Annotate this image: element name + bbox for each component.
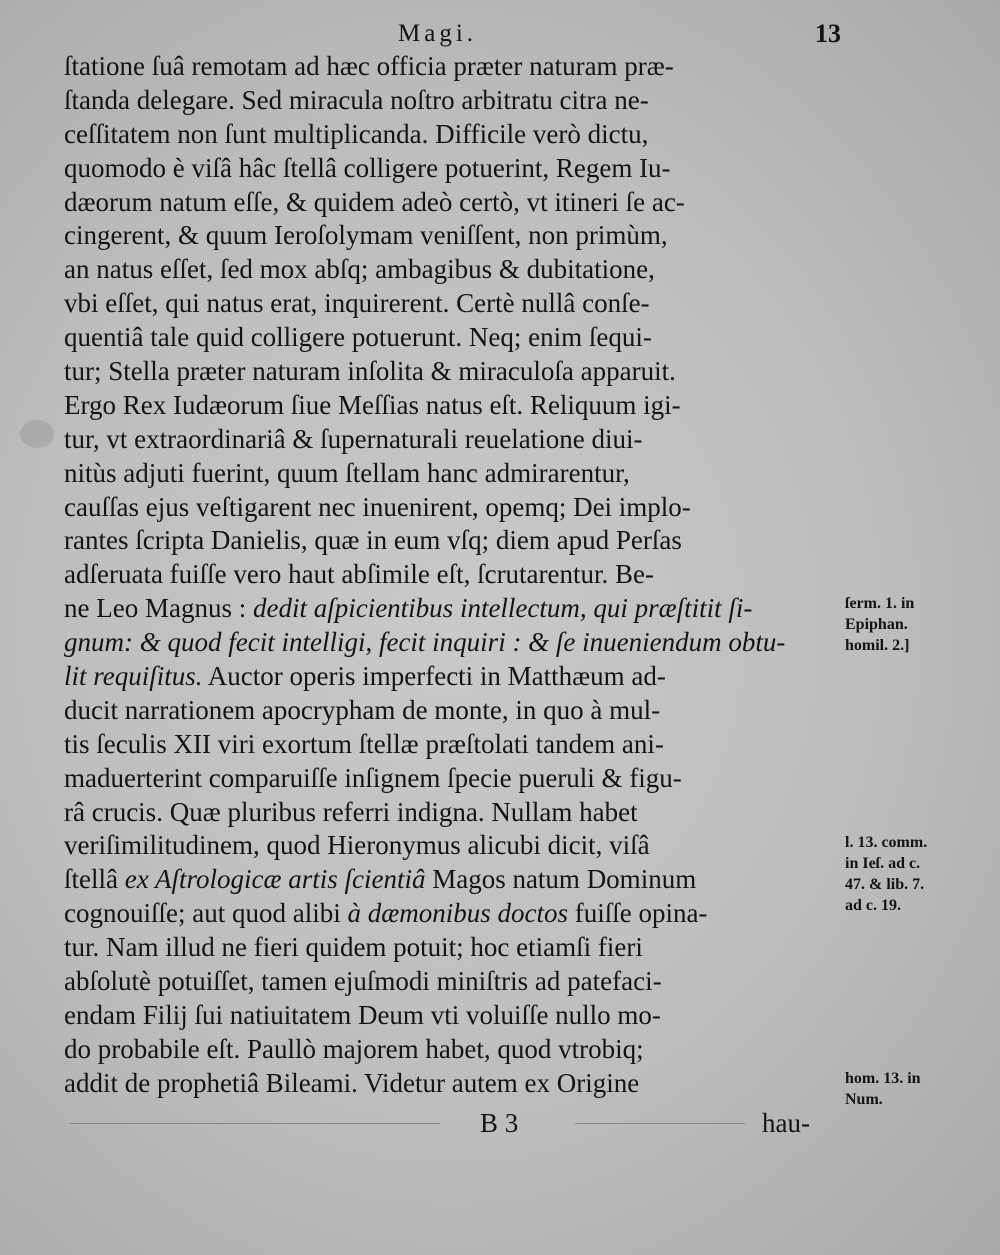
text-line: cauſſas ejus veſtigarent nec inuenirent, opemq; Dei implo- xyxy=(64,491,691,522)
italic-phrase: ex Aſtrologicæ artis ſcientiâ xyxy=(124,864,426,895)
text-line: addit de prophetiâ Bileami. Videtur autem ex Origine xyxy=(64,1067,640,1098)
text-line: Ergo Rex Iudæorum ſiue Meſſias natus eſt. Reliquum igi- xyxy=(64,389,681,420)
margin-note-sermon xyxy=(845,593,914,656)
margin-note-line: ad c. 19. xyxy=(845,897,901,914)
roman-text: fuiſſe opina- xyxy=(567,898,708,929)
text-line: ducit narrationem apocrypham de monte, in quo à mul- xyxy=(64,694,661,725)
roman-text: ne Leo Magnus : xyxy=(64,593,253,624)
text-line xyxy=(64,660,854,694)
margin-note-line: homil. 2.] xyxy=(845,637,910,654)
margin-note-commentary xyxy=(845,832,927,916)
text-line: rantes ſcripta Danielis, quæ in eum vſq; diem apud Perſas xyxy=(64,525,682,556)
text-line: cingerent, & quum Ieroſolymam veniſſent, non primùm, xyxy=(64,220,668,251)
roman-text: ſtellâ xyxy=(64,864,125,895)
text-line xyxy=(64,897,854,931)
catchword: hau- xyxy=(762,1108,810,1138)
text-line xyxy=(64,592,854,626)
text-line: tur, vt extraordinariâ & ſupernaturali reuelatione diui- xyxy=(64,423,643,454)
signature-mark: B 3 xyxy=(480,1108,519,1138)
text-line: endam Filij ſui natiuitatem Deum vti voluiſſe nullo mo- xyxy=(64,999,661,1030)
margin-note-line: 47. & lib. 7. xyxy=(845,876,925,893)
text-line: nitùs adjuti fuerint, quum ſtellam hanc admirarentur, xyxy=(64,457,630,488)
margin-note-line: Epiphan. xyxy=(845,616,908,633)
text-line: veriſimilitudinem, quod Hieronymus alicubi dicit, viſâ xyxy=(64,830,650,861)
text-line: tur; Stella præter naturam inſolita & miraculoſa apparuit. xyxy=(64,356,676,387)
margin-note-line: Num. xyxy=(845,1091,883,1108)
text-line: tis ſeculis XII viri exortum ſtellæ præſtolati tandem ani- xyxy=(64,728,664,759)
roman-text: Auctor operis imperfecti in Matthæum ad- xyxy=(202,661,666,692)
text-line: abſolutè potuiſſet, tamen ejuſmodi miniſtris ad patefaci- xyxy=(64,966,662,997)
text-line: vbi eſſet, qui natus erat, inquirerent. Certè nullâ conſe- xyxy=(64,288,650,319)
text-line: quomodo è viſâ hâc ſtellâ colligere potuerint, Regem Iu- xyxy=(64,152,671,183)
quotation-italic: lit requiſitus. xyxy=(64,661,203,692)
text-line: quentiâ tale quid colligere potuerunt. Neq; enim ſequi- xyxy=(64,322,652,353)
running-head: Magi. xyxy=(398,20,478,47)
roman-text: Magos natum Dominum xyxy=(425,864,697,895)
italic-phrase: à dæmonibus doctos xyxy=(347,898,568,929)
body-text xyxy=(64,50,854,1101)
text-line: adſeruata fuiſſe vero haut abſimile eſt, ſcrutarentur. Be- xyxy=(64,559,655,590)
text-line: râ crucis. Quæ pluribus referri indigna. Nullam habet xyxy=(64,796,638,827)
text-line: ſtanda delegare. Sed miracula noſtro arbitratu citra ne- xyxy=(64,84,649,115)
footer-rule-right xyxy=(575,1123,745,1124)
margin-note-line: hom. 13. in xyxy=(845,1070,921,1087)
roman-text: cognouiſſe; aut quod alibi xyxy=(64,898,348,929)
ink-blotch xyxy=(20,420,54,448)
text-line: dæorum natum eſſe, & quidem adeò certò, vt itineri ſe ac- xyxy=(64,186,685,217)
margin-note-line: in Ieſ. ad c. xyxy=(845,855,921,872)
quotation-italic: dedit aſpicientibus intellectum, qui præſtitit ſi- xyxy=(252,593,753,624)
margin-note-homily xyxy=(845,1068,921,1110)
text-line: tur. Nam illud ne fieri quidem potuit; hoc etiamſi fieri xyxy=(64,932,643,963)
text-line: ceſſitatem non ſunt multiplicanda. Difficile verò dictu, xyxy=(64,118,649,149)
quotation-line: gnum: & quod fecit intelligi, fecit inquiri : & ſe inueniendum obtu- xyxy=(64,627,786,658)
text-line: an natus eſſet, ſed mox abſq; ambagibus & dubitatione, xyxy=(64,254,655,285)
text-line xyxy=(64,863,854,897)
margin-note-line: l. 13. comm. xyxy=(845,834,928,851)
footer-rule-left xyxy=(70,1123,440,1124)
text-line: maduerterint comparuiſſe inſignem ſpecie pueruli & figu- xyxy=(64,762,682,793)
text-line: ſtatione ſuâ remotam ad hæc officia præter naturam præ- xyxy=(64,51,674,81)
page-number: 13 xyxy=(815,19,841,48)
margin-note-line: ſerm. 1. in xyxy=(845,595,915,612)
text-line: do probabile eſt. Paullò majorem habet, quod vtrobiq; xyxy=(64,1033,644,1064)
